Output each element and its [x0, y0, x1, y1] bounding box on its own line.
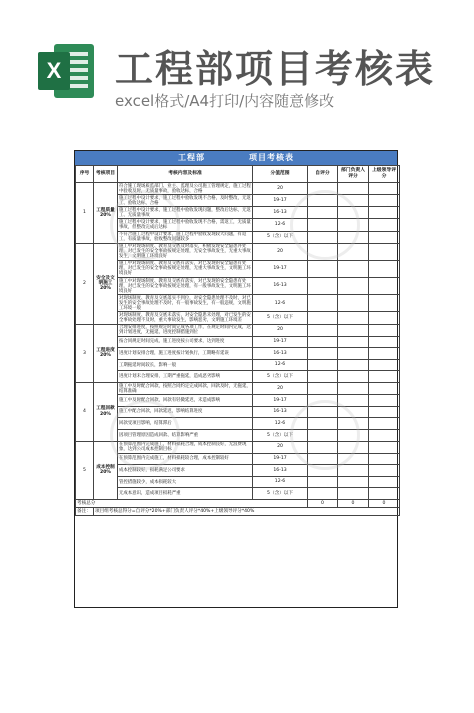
self-score-cell[interactable]: [308, 336, 338, 348]
leader-score-cell[interactable]: [369, 383, 400, 395]
self-score-cell[interactable]: [308, 383, 338, 395]
dept-score-cell[interactable]: [338, 312, 369, 324]
criteria-cell: 回款受项目影响，结算滞后: [118, 418, 253, 430]
dept-score-cell[interactable]: [338, 359, 369, 371]
score-range-cell: 16-13: [253, 278, 308, 295]
dept-score-cell[interactable]: [338, 324, 369, 336]
table-header-row: [76, 166, 400, 183]
score-range-cell: 16-13: [253, 465, 308, 477]
criteria-cell: 施工中及时配合回款，按照合同约定完成回款，回款及时，无拖延，结算准确: [119, 383, 251, 394]
header-banner: [0, 0, 474, 150]
note-row: [76, 508, 400, 516]
section-name: 工程质量 20%: [94, 183, 118, 244]
score-range-cell: 20: [253, 441, 308, 453]
dept-score-cell[interactable]: [338, 348, 369, 360]
dept-score-cell[interactable]: [338, 383, 369, 395]
leader-score-cell[interactable]: [369, 476, 400, 488]
score-range-cell: 5（含）以下: [253, 429, 308, 441]
criteria-cell: 工期拖延时间较长，影响一般: [118, 359, 253, 371]
section-number: 1: [76, 183, 94, 244]
criteria-cell: 对现场制度、教育及交底未落实，对安全隐患未处理，对已发生的安全事故处理不及时，重大事故发生，影响恶劣，文明施工环境差: [119, 312, 251, 323]
table-row: [76, 348, 400, 360]
criteria-cell: 符合施工现场质监部门、业主、监理及公司施工管理规定，施工过程中验收及时，无质量事故，验收达标，合格: [119, 183, 251, 194]
column-header: 上级领导评分: [369, 166, 400, 183]
criteria-cell: 按合同规定时间完成，施工进度按公司要求，达到进度: [118, 336, 253, 348]
criteria-cell: 施工中对现场制度、教育及交底有落实，对已发现的安全隐患有处理，对已发生的安全事故按规定处理，无重大事故发生，文明施工环境良好: [119, 261, 251, 277]
self-score-cell[interactable]: [308, 260, 338, 277]
table-row: [76, 395, 400, 407]
table-row: [76, 383, 400, 395]
score-range-cell: 12-6: [253, 219, 308, 231]
table-row: [76, 336, 400, 348]
table-row: [76, 465, 400, 477]
excel-icon: [36, 40, 96, 102]
criteria-cell: 在预算范围内完成施工，材料损耗较合理，成本控制较好: [118, 453, 253, 465]
dept-score-cell[interactable]: [338, 336, 369, 348]
table-row: [76, 278, 400, 295]
score-range-cell: 12-6: [253, 295, 308, 312]
score-range-cell: 19-17: [253, 453, 308, 465]
note-text: 项目组考核总得分=自评分*20%+部门负责人评分*40%+上级领导评分*40%: [94, 508, 400, 516]
leader-score-cell[interactable]: [369, 371, 400, 383]
score-range-cell: 20: [253, 243, 308, 260]
leader-score-cell[interactable]: [369, 219, 400, 231]
self-score-cell[interactable]: [308, 476, 338, 488]
table-row: [76, 359, 400, 371]
criteria-cell: 施工中对现场制度、教育及交底有落实，对已发现的安全隐患有处理，对已发生的安全事故按规定处理，有一般事故发生，文明施工环境良好: [119, 278, 251, 294]
section-name: 工程回款 20%: [94, 383, 118, 442]
leader-score-cell[interactable]: [369, 312, 400, 324]
self-score-cell[interactable]: [308, 295, 338, 312]
score-range-cell: 12-6: [253, 476, 308, 488]
page-title: 工程部项目考核表: [115, 47, 436, 91]
page-subtitle: excel格式/A4打印/内容随意修改: [115, 92, 335, 110]
criteria-cell: 不符合施工过程中设计要求，施工过程中验收发现较大问题，有返工，有质量事故，验收整改问题较多: [118, 231, 253, 243]
watermark: [290, 400, 360, 470]
column-header: 考核内容及标准: [118, 166, 253, 183]
total-value: 0: [338, 500, 369, 508]
self-score-cell[interactable]: [308, 278, 338, 295]
leader-score-cell[interactable]: [369, 488, 400, 500]
criteria-cell: 因项目管理原因造成回款、结算影响严重: [118, 429, 253, 441]
criteria-cell: 成本控制较好，损耗满足公司要求: [118, 465, 253, 477]
leader-score-cell[interactable]: [369, 207, 400, 219]
section-number: 2: [76, 243, 94, 324]
table-row: [76, 183, 400, 195]
self-score-cell[interactable]: [308, 324, 338, 336]
section-name: 安全及文明施工 20%: [94, 243, 118, 324]
column-header: 考核项目: [94, 166, 118, 183]
leader-score-cell[interactable]: [369, 278, 400, 295]
criteria-cell: 施工中对现场制度、教育及交底及时落实，积极发现安全隐患并处理，对已发生的安全事故按规定处理，无安全事故发生，无重大事故发生，文明施工环境良好: [119, 244, 251, 260]
leader-score-cell[interactable]: [369, 453, 400, 465]
criteria-cell: 无成本意识，造成项目损耗严重: [118, 488, 253, 500]
score-range-cell: 5（含）以下: [253, 231, 308, 243]
score-range-cell: 16-13: [253, 406, 308, 418]
score-range-cell: 12-6: [253, 418, 308, 430]
leader-score-cell[interactable]: [369, 336, 400, 348]
leader-score-cell[interactable]: [369, 231, 400, 243]
criteria-cell: 施工中及时配合回款，回款有轻微延迟，未造成影响: [118, 395, 253, 407]
column-header: 分值范围: [253, 166, 308, 183]
criteria-cell: 施工过程中设计要求，施工过程中验收发现不合格，及时整改，无返工、验收达标，合格: [119, 195, 251, 206]
leader-score-cell[interactable]: [369, 429, 400, 441]
self-score-cell[interactable]: [308, 348, 338, 360]
leader-score-cell[interactable]: [369, 418, 400, 430]
total-value: 0: [369, 500, 400, 508]
score-range-cell: 19-17: [253, 336, 308, 348]
self-score-cell[interactable]: [308, 312, 338, 324]
sheet-title-left: 工程部: [178, 153, 205, 163]
score-range-cell: 12-6: [253, 359, 308, 371]
score-range-cell: 5（含）以下: [253, 371, 308, 383]
score-range-cell: 20: [253, 183, 308, 195]
score-range-cell: 20: [253, 383, 308, 395]
leader-score-cell[interactable]: [369, 441, 400, 453]
self-score-cell[interactable]: [308, 371, 338, 383]
dept-score-cell[interactable]: [338, 465, 369, 477]
leader-score-cell[interactable]: [369, 295, 400, 312]
criteria-cell: 管控措施较少，成本损耗较大: [118, 476, 253, 488]
table-row: [76, 488, 400, 500]
self-score-cell[interactable]: [308, 488, 338, 500]
sheet-title-right: 项目考核表: [249, 153, 294, 163]
total-value: 0: [308, 500, 338, 508]
score-range-cell: 5（含）以下: [253, 488, 308, 500]
leader-score-cell[interactable]: [369, 359, 400, 371]
leader-score-cell[interactable]: [369, 195, 400, 207]
criteria-cell: 施工过程中设计要求，施工过程中验收发现不合格，需返工，无质量事故，但整改完成后达标: [119, 219, 251, 230]
leader-score-cell[interactable]: [369, 260, 400, 277]
score-range-cell: 20: [253, 324, 308, 336]
table-row: [76, 312, 400, 324]
leader-score-cell[interactable]: [369, 243, 400, 260]
total-label: 考核总分: [76, 500, 308, 508]
criteria-cell: 施工中配合回款，回款延迟，影响结算进度: [118, 406, 253, 418]
criteria-cell: 施工过程中设计要求，施工过程中验收发现问题，整改后达标，无返工、无质量事故: [119, 207, 251, 218]
section-number: 3: [76, 324, 94, 383]
sheet-title: [75, 151, 397, 165]
criteria-cell: 进度计划未合理安排，工期严重拖延，造成恶劣影响: [118, 371, 253, 383]
section-number: 4: [76, 383, 94, 442]
dept-score-cell[interactable]: [338, 371, 369, 383]
watermark: [110, 190, 180, 260]
dept-score-cell[interactable]: [338, 488, 369, 500]
self-score-cell[interactable]: [308, 359, 338, 371]
criteria-cell: 在预算范围内完成施工，材料损耗合理，成本控制良好，无浪费现象，达到公司成本控制目标: [118, 441, 253, 453]
dept-score-cell[interactable]: [338, 183, 369, 195]
column-header: 部门负责人评分: [338, 166, 369, 183]
leader-score-cell[interactable]: [369, 465, 400, 477]
svg-text:X: X: [46, 58, 62, 83]
score-range-cell: 5（含）以下: [253, 312, 308, 324]
criteria-cell: 合理安排进度，按照规定时间完成各项工作，在规定时间内完成，达到计划进度，无拖延，进度控制措施到位: [119, 325, 251, 336]
total-row: [76, 500, 400, 508]
dept-score-cell[interactable]: [338, 295, 369, 312]
watermark: [290, 190, 360, 260]
section-number: 5: [76, 441, 94, 500]
table-row: [76, 371, 400, 383]
score-range-cell: 16-13: [253, 207, 308, 219]
column-header: 序号: [76, 166, 94, 183]
criteria-cell: 对现场制度、教育及交底落实不到位，对安全隐患处理不及时，对已发生的安全事故处理不及时，有一般事故发生，有一般违规，文明施工环境一般: [119, 295, 251, 311]
dept-score-cell[interactable]: [338, 260, 369, 277]
table-row: [76, 476, 400, 488]
score-range-cell: 19-17: [253, 195, 308, 207]
score-range-cell: 16-13: [253, 348, 308, 360]
watermark: [110, 400, 180, 470]
leader-score-cell[interactable]: [369, 406, 400, 418]
score-range-cell: 19-17: [253, 260, 308, 277]
section-name: 工程进度 20%: [94, 324, 118, 383]
leader-score-cell[interactable]: [369, 183, 400, 195]
note-label: 备注：: [76, 508, 94, 516]
criteria-cell: 进度计划安排合理，施工进度按计划执行，工期略有延误: [118, 348, 253, 360]
dept-score-cell[interactable]: [338, 476, 369, 488]
leader-score-cell[interactable]: [369, 395, 400, 407]
leader-score-cell[interactable]: [369, 348, 400, 360]
table-row: [76, 324, 400, 336]
column-header: 自评分: [308, 166, 338, 183]
score-range-cell: 19-17: [253, 395, 308, 407]
dept-score-cell[interactable]: [338, 278, 369, 295]
table-row: [76, 260, 400, 277]
table-row: [76, 295, 400, 312]
leader-score-cell[interactable]: [369, 324, 400, 336]
section-name: 成本控制 20%: [94, 441, 118, 500]
